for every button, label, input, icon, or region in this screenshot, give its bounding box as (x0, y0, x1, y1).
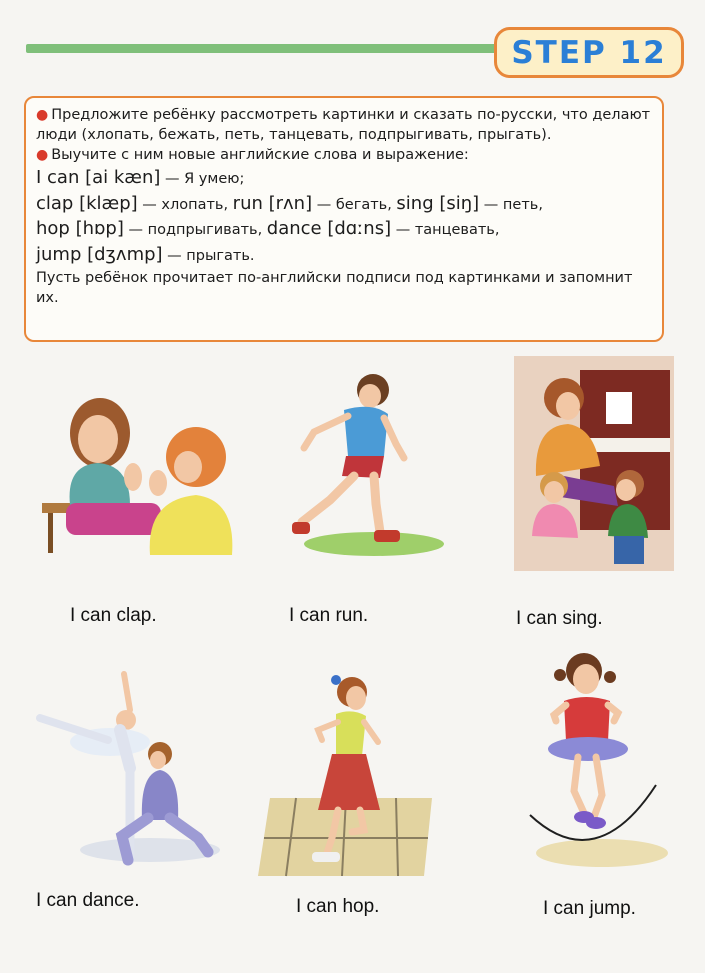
caption-hop: I can hop. (296, 896, 380, 917)
vocab-line-1: I can [ai kæn] — Я умею; (36, 167, 245, 188)
header-rule (26, 44, 516, 53)
jump-illustration (526, 645, 676, 875)
dance-illustration (30, 670, 220, 870)
instruction-paragraph-1 (36, 105, 652, 145)
hop-illustration (256, 670, 436, 880)
vocab-line-3: hop [hɒp] — подпрыгивать, dance [dɑːns] — танцевать, (36, 218, 500, 239)
caption-run: I can run. (289, 605, 369, 626)
caption-dance: I can dance. (36, 890, 140, 911)
sing-illustration (514, 356, 674, 571)
instruction-text-1: Предложите ребёнку рассмотреть картинки и сказать по-русски, что делают люди (хлопать, бежать, петь, танцевать, подпрыгивать, прыгать). (36, 107, 651, 143)
caption-jump: I can jump. (543, 898, 636, 919)
step-label: STEP 12 (511, 34, 667, 71)
step-badge (494, 27, 684, 78)
instruction-paragraph-2 (36, 145, 652, 165)
instruction-paragraph-3: Пусть ребёнок прочитает по-английски подписи под картинками и запомнит их. (36, 270, 633, 306)
bullet-icon: ● (36, 147, 49, 163)
clap-illustration (38, 385, 238, 560)
instruction-text-2: Выучите с ним новые английские слова и выражение: (51, 147, 469, 163)
instruction-box (24, 96, 664, 342)
caption-sing: I can sing. (516, 608, 603, 629)
run-illustration (284, 372, 444, 562)
caption-clap: I can clap. (70, 605, 157, 626)
vocab-line-4: jump [dʒʌmp] — прыгать. (36, 243, 255, 265)
bullet-icon: ● (36, 107, 49, 123)
vocab-line-2: clap [klæp] — хлопать, run [rʌn] — бегать, sing [siŋ] — петь, (36, 192, 543, 214)
